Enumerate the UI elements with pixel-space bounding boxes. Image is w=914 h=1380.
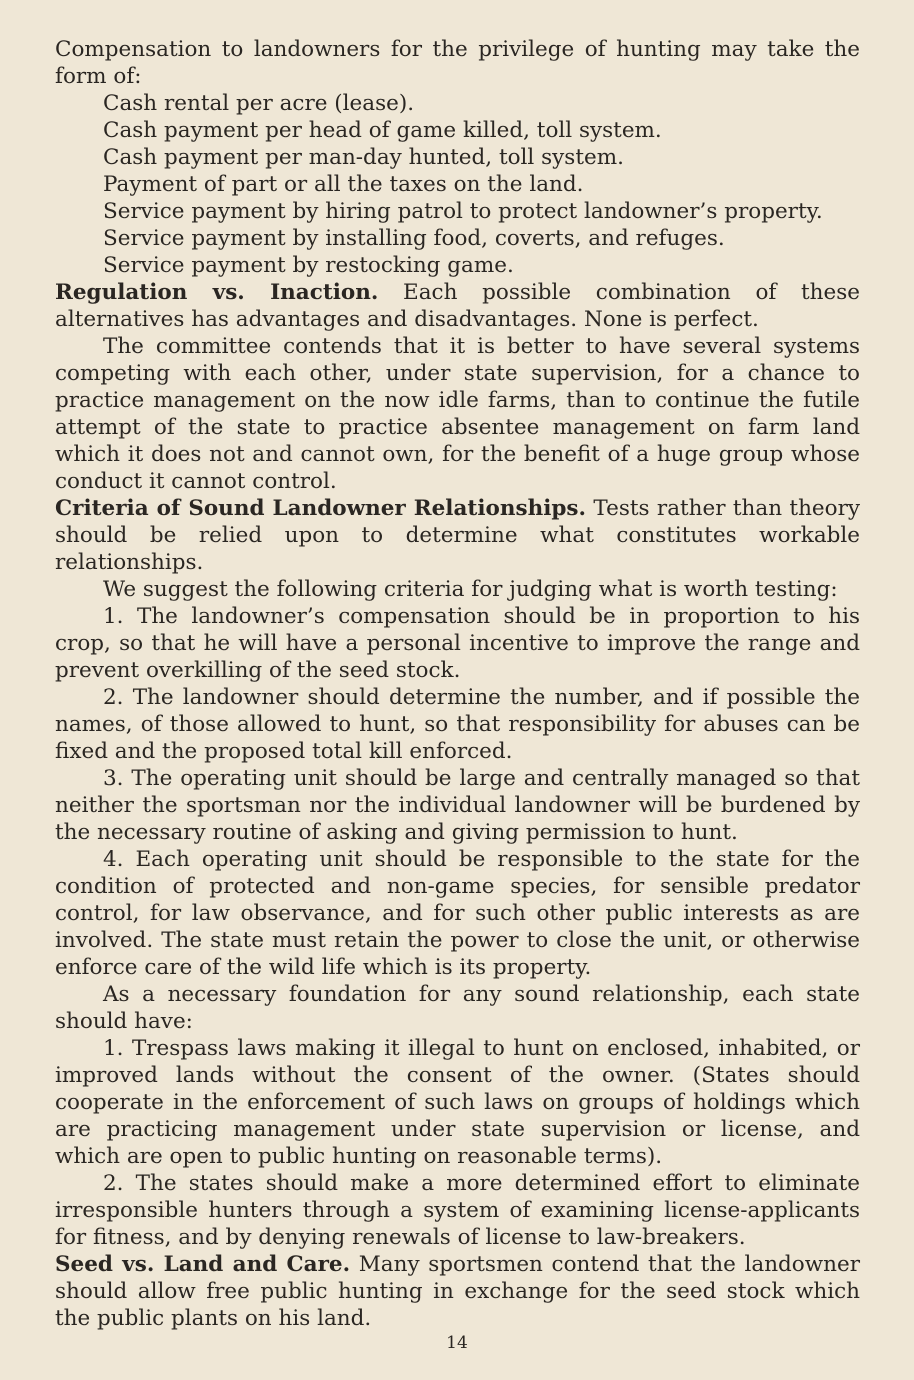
list-item: Cash rental per acre (lease). bbox=[103, 91, 415, 116]
foundation-paragraph: As a necessary foundation for any sound relationship, each state should have: bbox=[55, 982, 860, 1034]
foundation-item: 2. The states should make a more determined effort to eliminate irresponsible hunters through a system of examining license-applicants for fitness, and by denying renewals of license to law-breakers. bbox=[55, 1171, 860, 1250]
criteria-item: 1. The landowner’s compensation should be in proportion to his crop, so that he will have a personal incentive to improve the range and prevent overkilling of the seed stock. bbox=[55, 604, 860, 683]
list-item: Service payment by hiring patrol to protect landowner’s property. bbox=[103, 199, 823, 224]
section-heading: Regulation vs. Inaction. bbox=[55, 280, 379, 305]
section-text: Each possible combination of these alternatives has advantages and disadvantages. None is perfect. bbox=[55, 280, 860, 332]
criteria-item: 2. The landowner should determine the number, and if possible the names, of those allowed to hunt, so that responsibility for abuses can be fixed and the proposed total kill enforced. bbox=[55, 685, 860, 764]
section-text: Many sportsmen contend that the landowner should allow free public hunting in exchange for the seed stock which the public plants on his land. bbox=[55, 1252, 860, 1331]
criteria-item: 3. The operating unit should be large and centrally managed so that neither the sportsman nor the individual landowner will be burdened by the necessary routine of asking and giving permission to hunt. bbox=[55, 766, 860, 845]
foundation-item: 1. Trespass laws making it illegal to hunt on enclosed, inhabited, or improved lands without the consent of the owner. (States should cooperate in the enforcement of such laws on groups of holdings which are practicing management under state supervision or license, and which are open to public hunting on reasonable terms). bbox=[55, 1036, 860, 1169]
criteria-item: 4. Each operating unit should be responsible to the state for the condition of protected and non-game species, for sensible predator control, for law observance, and for such other public interests as are involved. The state must retain the power to close the unit, or otherwise enforce care of the wild life which is its property. bbox=[55, 847, 860, 980]
list-item: Cash payment per head of game killed, toll system. bbox=[103, 118, 662, 143]
criteria-intro: We suggest the following criteria for judging what is worth testing: bbox=[103, 577, 838, 602]
committee-paragraph: The committee contends that it is better to have several systems competing with each other, under state supervision, for a chance to practice management on the now idle farms, than to continue the futile attempt of the state to practice absentee management on farm land which it does not and cannot own, for the benefit of a huge group whose conduct it cannot control. bbox=[55, 334, 860, 494]
list-item: Cash payment per man-day hunted, toll system. bbox=[103, 145, 624, 170]
compensation-forms-list bbox=[55, 90, 860, 279]
list-item: Service payment by installing food, coverts, and refuges. bbox=[103, 226, 725, 251]
regulation-paragraph bbox=[55, 279, 860, 333]
intro-paragraph: Compensation to landowners for the privilege of hunting may take the form of: bbox=[55, 37, 860, 89]
list-item: Service payment by restocking game. bbox=[103, 253, 514, 278]
section-heading: Criteria of Sound Landowner Relationships. bbox=[55, 496, 587, 521]
criteria-paragraph bbox=[55, 495, 860, 576]
section-heading: Seed vs. Land and Care. bbox=[55, 1252, 351, 1277]
seed-paragraph bbox=[55, 1251, 860, 1332]
list-item: Payment of part or all the taxes on the land. bbox=[103, 172, 584, 197]
page-number: 14 bbox=[446, 1333, 468, 1353]
section-text: Tests rather than theory should be relied upon to determine what constitutes workable relationships. bbox=[55, 496, 861, 575]
